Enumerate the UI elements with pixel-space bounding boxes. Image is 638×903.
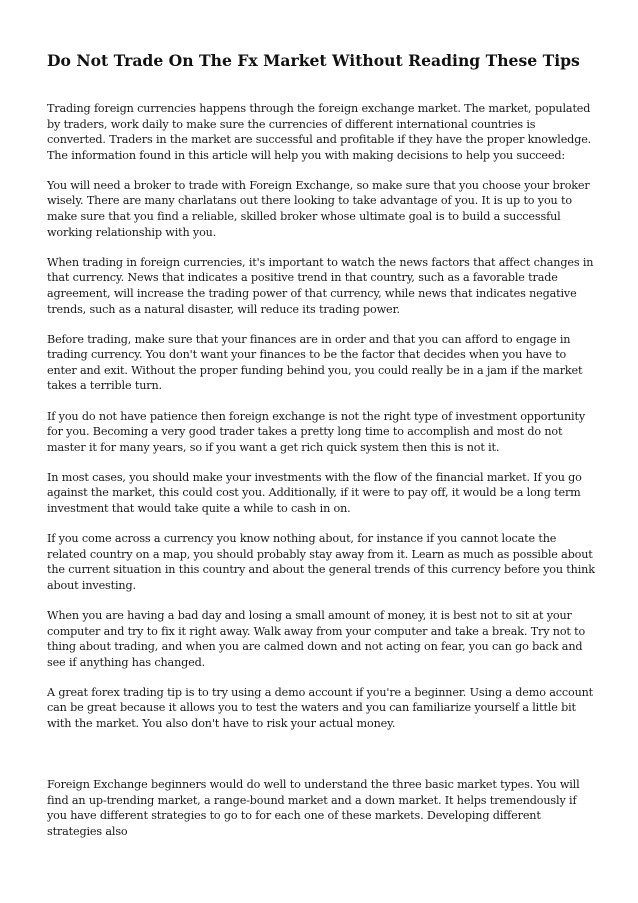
- paragraph-6: In most cases, you should make your investments with the flow of the financial market. If you go against the market, this could cost you. Additionally, if it were to pay off, it would be a long term investment that would take quite a while to cash in on.: [47, 470, 582, 515]
- paragraph-5: If you do not have patience then foreign exchange is not the right type of investment opportunity for you. Becoming a very good trader takes a pretty long time to accomplish and most do not master it for many years, so if you want a get rich quick system then this is not it.: [47, 409, 585, 454]
- paragraph-1: Trading foreign currencies happens through the foreign exchange market. The market, populated by traders, work daily to make sure the currencies of different international countries is converted. Traders in the market are successful and profitable if they have the proper knowledge. The information found in this article will help you with making decisions to help you succeed:: [47, 102, 592, 162]
- paragraph-9: A great forex trading tip is to try using a demo account if you're a beginner. Using a demo account can be great because it allows you to test the waters and you can familiarize yourself a little bit with the market. You also don't have to risk your actual money.: [47, 685, 594, 730]
- paragraph-10: Foreign Exchange beginners would do well to understand the three basic market types. You will find an up-trending market, a range-bound market and a down market. It helps tremendously if you have different strategies to go to for each one of these markets. Developing different strategies also: [47, 778, 580, 838]
- paragraph-gap: [47, 746, 595, 777]
- paragraph-7: If you come across a currency you know nothing about, for instance if you cannot locate the related country on a map, you should probably stay away from it. Learn as much as possible about the current situation in this country and about the general trends of this currency before you think about investing.: [47, 532, 595, 592]
- document-body: [47, 101, 595, 854]
- paragraph-8: When you are having a bad day and losing a small amount of money, it is best not to sit at your computer and try to fix it right away. Walk away from your computer and take a break. Try not to thing about trading, and when you are calmed down and not acting on fear, you can go back and see if anything has changed.: [47, 608, 586, 669]
- paragraph-2: You will need a broker to trade with Foreign Exchange, so make sure that you choose your broker wisely. There are many charlatans out there looking to take advantage of you. It is up to you to make sure that you find a reliable, skilled broker whose ultimate goal is to build a successful working relationship with you.: [47, 178, 590, 239]
- paragraph-3: When trading in foreign currencies, it's important to watch the news factors that affect changes in that currency. News that indicates a positive trend in that country, such as a favorable trade agreement, will increase the trading power of that currency, while news that indicates negative trends, such as a natural disaster, will reduce its trading power.: [47, 255, 594, 316]
- document-title: Do Not Trade On The Fx Market Without Reading These Tips: [47, 51, 580, 70]
- paragraph-4: Before trading, make sure that your finances are in order and that you can afford to engage in trading currency. You don't want your finances to be the factor that decides when you have to enter and exit. Without the proper funding behind you, you could really be in a jam if the market takes a terrible turn.: [47, 332, 583, 393]
